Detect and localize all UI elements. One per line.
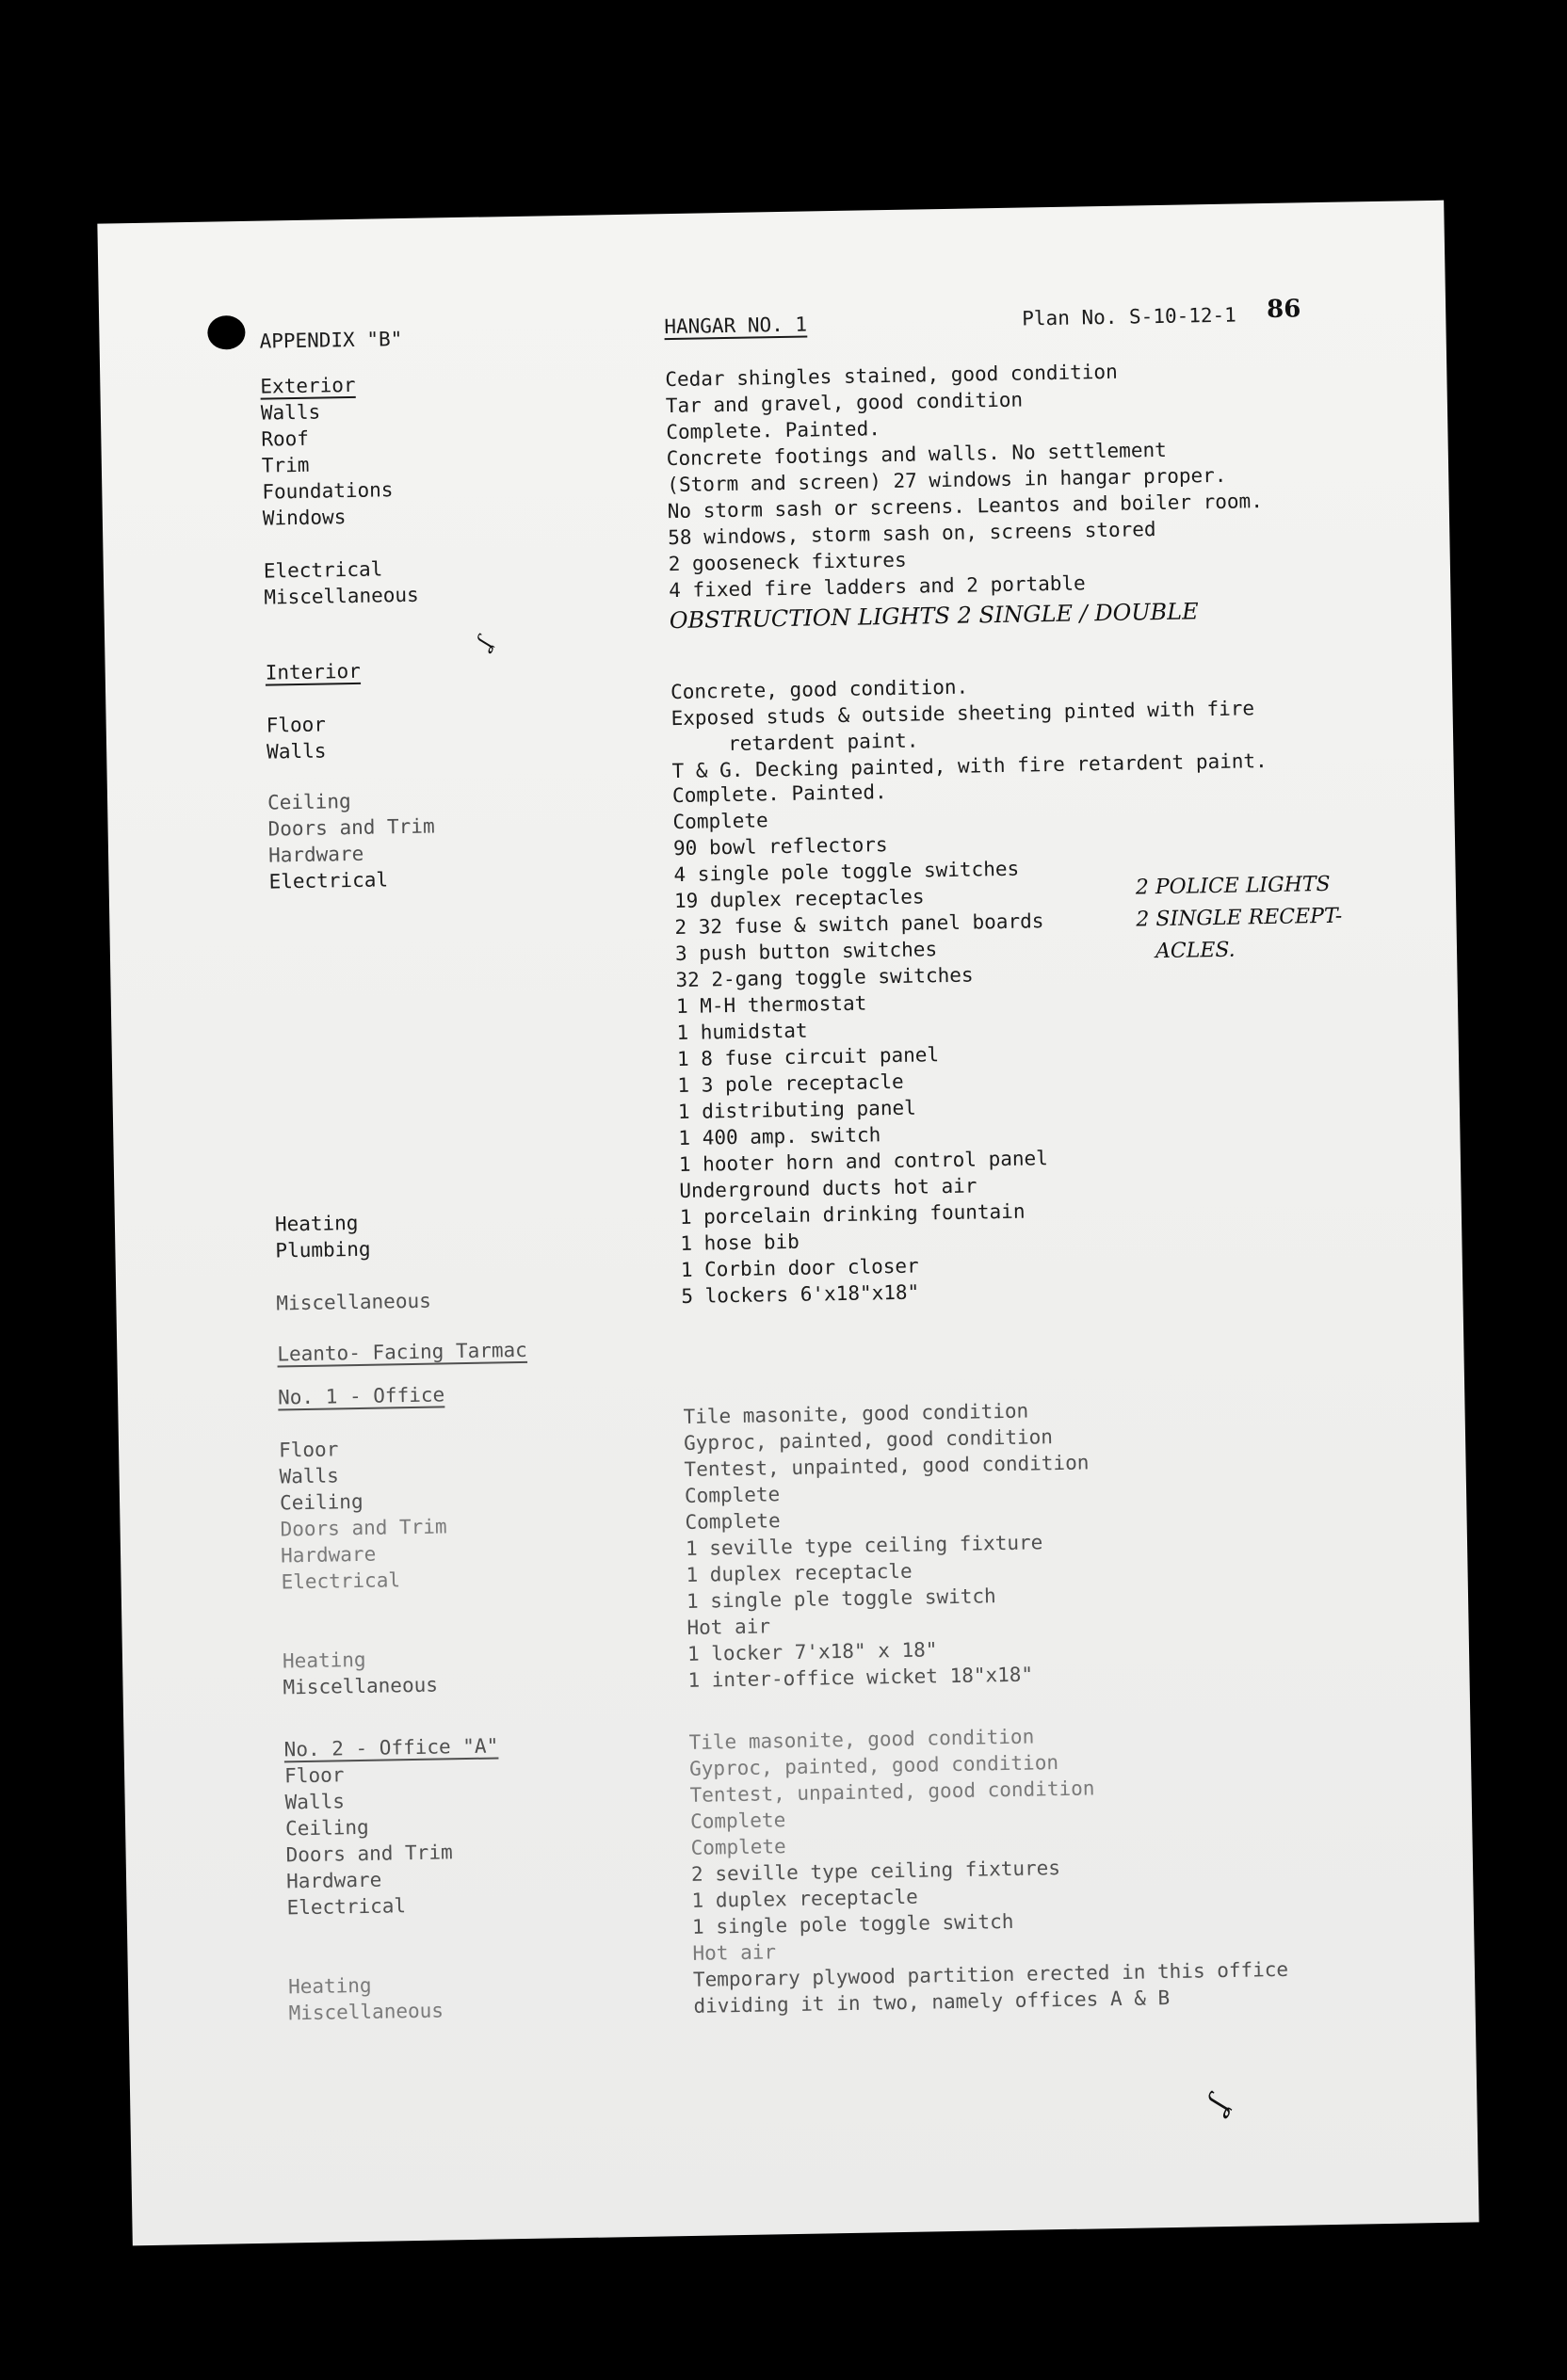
office2-value: Tile masonite, good condition [688, 1725, 1035, 1754]
interior-value: Complete. Painted. [671, 780, 887, 808]
interior-value: 1 400 amp. switch [678, 1123, 881, 1150]
office2-value: Complete [690, 1835, 786, 1859]
office2-label-ceiling: Ceiling [284, 1815, 369, 1841]
handwritten-receptacles-note: 2 SINGLE RECEPT- [1136, 904, 1343, 932]
office1-label-miscellaneous: Miscellaneous [283, 1673, 439, 1699]
office2-value: 2 seville type ceiling fixtures [690, 1857, 1061, 1886]
office2-label-floor: Floor [283, 1763, 345, 1788]
office2-heading: No. 2 - Office "A" [283, 1734, 499, 1761]
office2-value: 1 duplex receptacle [691, 1885, 918, 1912]
office1-value: Gyproc, painted, good condition [683, 1425, 1054, 1455]
interior-value: 3 push button switches [674, 938, 938, 966]
interior-label-floor: Floor [266, 713, 327, 737]
office1-label-floor: Floor [278, 1438, 339, 1462]
interior-value: 1 distributing panel [677, 1096, 916, 1124]
exterior-label-trim: Trim [261, 453, 310, 477]
office2-value: 1 single pole toggle switch [691, 1909, 1014, 1938]
exterior-heading: Exterior [260, 373, 356, 398]
office2-value: Complete [689, 1809, 786, 1833]
interior-label-doors-trim: Doors and Trim [267, 814, 435, 841]
interior-value: 1 humidstat [676, 1019, 808, 1045]
exterior-value: 2 gooseneck fixtures [668, 548, 907, 576]
interior-value: 1 porcelain drinking fountain [679, 1199, 1026, 1230]
exterior-value: 58 windows, storm sash on, screens stored [668, 518, 1156, 550]
office1-value: Complete [685, 1509, 781, 1534]
interior-value: 1 Corbin door closer [680, 1254, 919, 1281]
office1-value: 1 inter-office wicket 18"x18" [687, 1663, 1034, 1692]
interior-value: 1 8 fuse circuit panel [676, 1043, 940, 1071]
interior-label-miscellaneous: Miscellaneous [276, 1289, 431, 1315]
office2-value: Gyproc, painted, good condition [688, 1751, 1059, 1780]
interior-value: Exposed studs & outside sheeting pinted with fire [670, 697, 1255, 731]
office2-label-doors-trim: Doors and Trim [285, 1841, 453, 1867]
exterior-value: Tar and gravel, good condition [665, 388, 1024, 418]
office2-label-electrical: Electrical [286, 1894, 407, 1920]
interior-label-heating: Heating [274, 1211, 359, 1236]
exterior-value: Cedar shingles stained, good condition [665, 360, 1118, 392]
interior-heading: Interior [265, 659, 362, 684]
exterior-label-walls: Walls [260, 400, 321, 425]
office2-label-hardware: Hardware [285, 1868, 382, 1893]
office1-value: 1 duplex receptacle [686, 1559, 913, 1586]
office1-label-walls: Walls [279, 1464, 340, 1488]
interior-value: 1 M-H thermostat [675, 991, 867, 1019]
interior-value: 1 hose bib [680, 1230, 800, 1256]
interior-label-electrical: Electrical [268, 868, 389, 893]
interior-label-ceiling: Ceiling [267, 790, 351, 814]
plan-number: Plan No. S-10-12-1 [1022, 303, 1237, 330]
office1-label-heating: Heating [282, 1648, 366, 1673]
exterior-label-electrical: Electrical [263, 557, 383, 583]
office1-label-hardware: Hardware [280, 1542, 377, 1568]
interior-label-walls: Walls [266, 739, 327, 764]
handwritten-police-lights-note: 2 POLICE LIGHTS [1135, 872, 1331, 900]
document-title: HANGAR NO. 1 [664, 313, 808, 339]
office1-value: 1 locker 7'x18" x 18" [687, 1638, 938, 1665]
interior-value: 32 2-gang toggle switches [675, 963, 974, 992]
handwritten-obstruction-lights-note: OBSTRUCTION LIGHTS 2 SINGLE / DOUBLE [669, 598, 1199, 635]
handwritten-initials: ʆ [473, 634, 497, 652]
interior-label-hardware: Hardware [267, 842, 364, 867]
office1-value: Complete [684, 1483, 781, 1507]
interior-value: Underground ducts hot air [679, 1174, 977, 1203]
interior-value: 1 3 pole receptacle [677, 1069, 904, 1098]
interior-value: T & G. Decking painted, with fire retardent paint. [671, 749, 1268, 783]
appendix-label: APPENDIX "B" [259, 328, 403, 353]
office2-value: Hot air [692, 1940, 777, 1965]
exterior-value: Complete. Painted. [666, 417, 881, 444]
office2-value: Temporary plywood partition erected in this office [692, 1957, 1289, 1991]
interior-value: 1 hooter horn and control panel [678, 1147, 1048, 1177]
office2-label-miscellaneous: Miscellaneous [288, 1999, 444, 2025]
interior-value: 5 lockers 6'x18"x18" [681, 1280, 920, 1308]
office1-heading: No. 1 - Office [277, 1383, 445, 1409]
interior-value: 19 duplex receptacles [673, 885, 925, 913]
interior-value: 90 bowl reflectors [672, 833, 888, 860]
interior-value: 2 32 fuse & switch panel boards [674, 909, 1044, 940]
exterior-value: 4 fixed fire ladders and 2 portable [669, 571, 1086, 603]
exterior-label-roof: Roof [261, 426, 310, 451]
exterior-label-miscellaneous: Miscellaneous [264, 583, 419, 609]
office1-label-ceiling: Ceiling [279, 1489, 363, 1515]
office2-value: Tentest, unpainted, good condition [689, 1777, 1095, 1807]
office1-value: 1 single ple toggle switch [686, 1584, 996, 1613]
exterior-value: Concrete footings and walls. No settlement [666, 438, 1167, 471]
interior-value: retardent paint. [727, 729, 919, 756]
office2-value: dividing it in two, namely offices A & B [693, 1986, 1171, 2018]
office2-label-heating: Heating [287, 1973, 372, 1999]
exterior-label-foundations: Foundations [262, 478, 394, 504]
document-page [97, 201, 1478, 2246]
office1-label-doors-trim: Doors and Trim [280, 1515, 447, 1541]
office1-value: 1 seville type ceiling fixture [685, 1531, 1043, 1560]
office1-value: Tile masonite, good condition [683, 1399, 1029, 1428]
handwritten-receptacles-note-cont: ACLES. [1155, 938, 1236, 964]
interior-value: Complete [672, 809, 768, 834]
interior-value: Concrete, good condition. [670, 675, 969, 704]
page-number: 86 [1266, 295, 1301, 324]
interior-label-plumbing: Plumbing [275, 1237, 371, 1262]
exterior-value: (Storm and screen) 27 windows in hangar proper. [667, 463, 1227, 497]
office1-label-electrical: Electrical [281, 1568, 401, 1594]
leanto-heading: Leanto- Facing Tarmac [277, 1338, 528, 1366]
handwritten-initials: ʆ [1201, 2091, 1235, 2116]
punch-hole [207, 315, 246, 350]
office1-value: Tentest, unpainted, good condition [684, 1451, 1090, 1481]
office1-value: Hot air [687, 1615, 771, 1639]
interior-value: 4 single pole toggle switches [673, 857, 1020, 887]
exterior-value: No storm sash or screens. Leantos and boiler room. [667, 490, 1264, 523]
office2-label-walls: Walls [284, 1790, 346, 1814]
exterior-label-windows: Windows [262, 506, 347, 530]
